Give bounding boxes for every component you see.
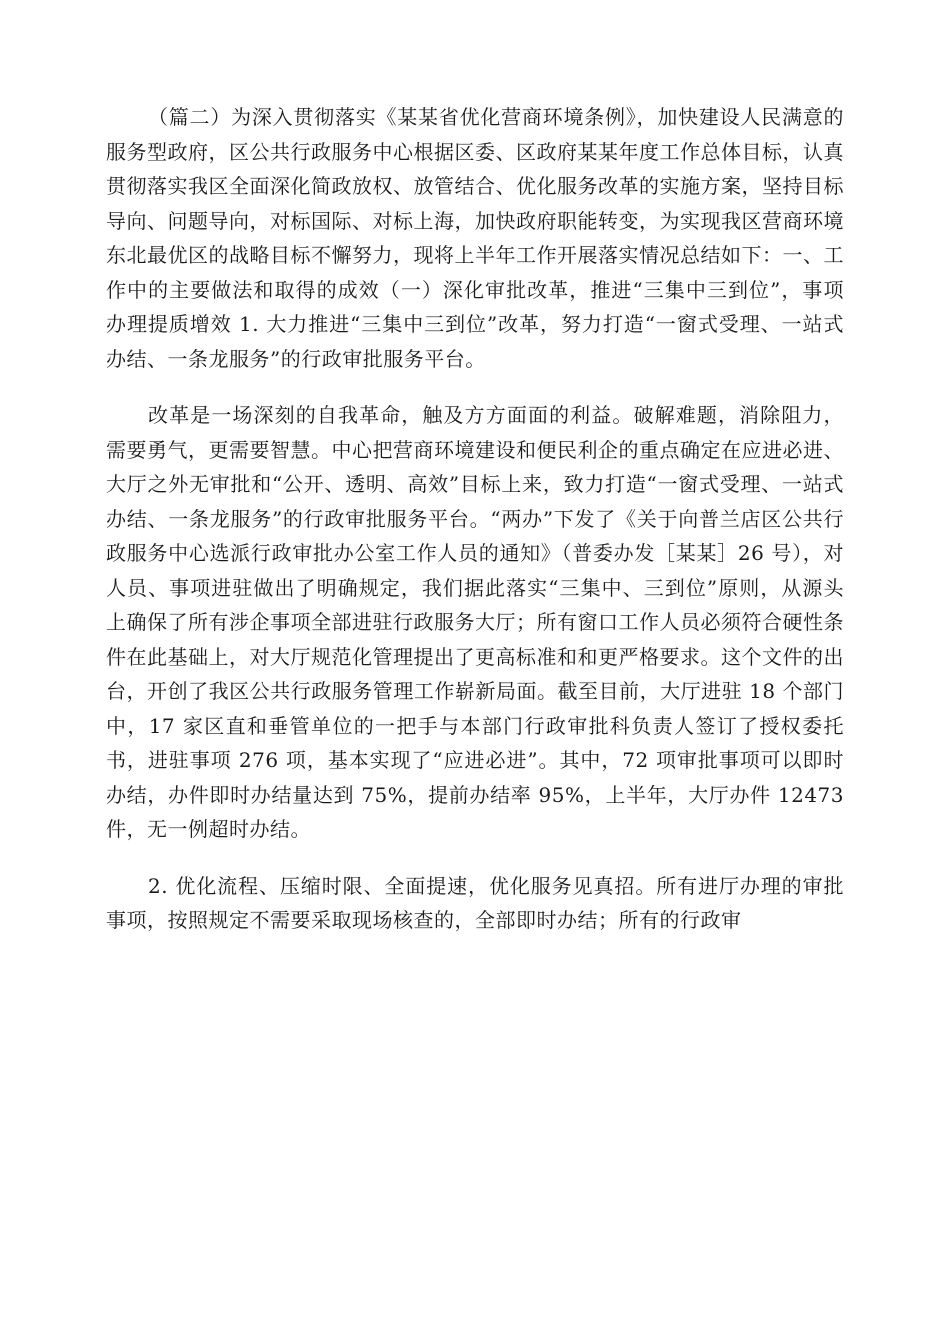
paragraph-2: 改革是一场深刻的自我革命，触及方方面面的利益。破解难题，消除阻力，需要勇气，更需要智慧。中心把营商环境建设和便民利企的重点确定在应进必进、大厅之外无审批和“公开、透明、高效”目标上来，致力打造“一窗式受理、一站式办结、一条龙服务”的行政审批服务平台。“两办”下发了《关于向普兰店区公共行政服务中心选派行政审批办公室工作人员的通知》（普委办发［某某］26 号），对人员、事项进驻做出了明确规定，我们据此落实“三集中、三到位”原则，从源头上确保了所有涉企事项全部进驻行政服务大厅；所有窗口工作人员必须符合硬性条件在此基础上，对大厅规范化管理提出了更高标准和和更严格要求。这个文件的出台，开创了我区公共行政服务管理工作崭新局面。截至目前，大厅进驻 18 个部门中，17 家区直和垂管单位的一把手与本部门行政审批科负责人签订了授权委托书，进驻事项 276 项，基本实现了“应进必进”。其中，72 项审批事项可以即时办结，办件即时办结量达到 75%，提前办结率 95%，上半年，大厅办件 12473 件，无一例超时办结。 [106, 403, 844, 841]
document-body [106, 100, 844, 960]
paragraph-3: 2. 优化流程、压缩时限、全面提速，优化服务见真招。所有进厅办理的审批事项，按照规定不需要采取现场核查的，全部即时办结；所有的行政审 [106, 873, 844, 932]
paragraph-1: （篇二）为深入贯彻落实《某某省优化营商环境条例》，加快建设人民满意的服务型政府，区公共行政服务中心根据区委、区政府某某年度工作总体目标，认真贯彻落实我区全面深化简政放权、放管结合、优化服务改革的实施方案，坚持目标导向、问题导向，对标国际、对标上海，加快政府职能转变，为实现我区营商环境东北最优区的战略目标不懈努力，现将上半年工作开展落实情况总结如下：一、工作中的主要做法和取得的成效（一）深化审批改革，推进“三集中三到位”，事项办理提质增效 1. 大力推进“三集中三到位”改革，努力打造“一窗式受理、一站式办结、一条龙服务”的行政审批服务平台。 [106, 105, 844, 371]
